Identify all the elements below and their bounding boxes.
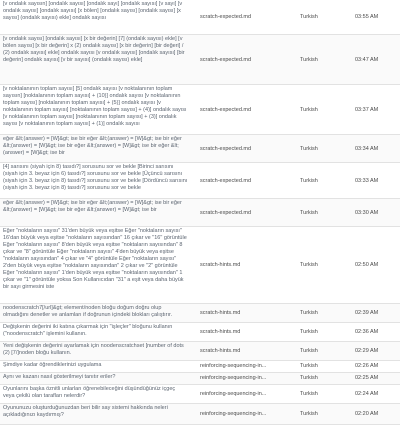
language: Turkish [300,310,318,316]
table-row[interactable] [0,323,400,342]
language: Turkish [300,210,318,216]
table-row[interactable] [0,85,400,135]
language: Turkish [300,107,318,113]
language: Turkish [300,375,318,381]
timestamp: 03:55 AM [355,14,379,20]
source-text: Aynı ve kazanı nasıl gösterilmeyi tanıtır eriler? [3,374,116,380]
table-row[interactable] [0,385,400,404]
file-name: reinforcing-sequencing-in... [200,363,267,369]
file-name: scratch-hints.md [200,348,241,354]
language: Turkish [300,262,318,268]
language: Turkish [300,329,318,335]
language: Turkish [300,14,318,20]
source-text: [v noktalanının toplam sayısı] [5] ondalık sayısı [v noktalanının toplam sayısın] [noktalanının toplam sayısı] + (10)] ondalık sayısı [v noktalanının toplam sayısı] [noktalanının toplam sayısı] + (5)] ondalık sayısı [v noktalanının toplam sayısı] [noktalanının toplam sayısı] + (4)] ondalık sayısı [v noktalanının toplam sayısı] [noktalanının toplam sayısı] + (3)] ondalık sayısı [v noktalanının toplam sayısı] + (1)] ondalık sayısı [3,86,187,127]
file-name: reinforcing-sequencing-in... [200,375,267,381]
timestamp: 02:36 AM [355,329,379,335]
file-name: scratch-hints.md [200,310,241,316]
file-name: scratch-expected.md [200,107,252,113]
timestamp: 02:24 AM [355,391,379,397]
file-name: scratch-expected.md [200,57,252,63]
source-text: [4] sarısını (siyah için 8) tasıdı?] sorusunu sor ve bekle [Birinci sarısını (siyah için 3. beyaz için 6) tasıdı?] sorusunu sor ve bekle [Üçüncü sarısını (siyah için 3. beyaz için 8) tasıdı?] sorusunu sor ve bekle [Dördüncü sarısını (siyah için 3. beyaz için 8) tasıdı?] sorusunu sor ve bekle [3,164,188,191]
file-name: reinforcing-sequencing-in... [200,411,267,417]
timestamp: 03:47 AM [355,57,379,63]
source-text: Şimdiye kadar öğrendiklerinizi uygulama [3,362,102,368]
source-text: Eğer "noktaların sayısı" 31'den büyük veya eşitse Eğer "noktaların sayısı" 16'dan büyük veya eşitse "noktaların sayısından" 16 çıkar ve "16" görüntüle Eğer "noktaların sayısı" 8'den büyük veya eşitse "noktaların sayısından" 8 çıkar ve "8" görüntüle Eğer "noktaların sayısı" 4'den büyük veya eşitse "noktaların sayısından" 4 çıkar ve "4" görüntüle Eğer "noktaların sayısı" 2'den büyük veya eşitse "noktaların sayısından" 2 çıkar ve "2" görüntüle Eğer "noktaların sayısı" 1'den büyük veya eşitse "noktaların sayısından" 1 çıkar ve "1" görüntüle yoksa Son Kullanıcıdan "31" a eşit veya daha büyük bir sayı girmesini iste [3,228,187,290]
source-text: eğer &lt;(answer) = [W]&gt; ise bir eğer &lt;(answer) = [W]&gt; ise bir eğer &lt;(answer) = [W]&gt; ise bir eğer &lt;(answer) = [W]&gt; ise bir eğer &lt;(answer) = [W]&gt; ise bir [3,136,182,156]
timestamp: 02:50 AM [355,262,379,268]
source-text: eğer &lt;(answer) = [W]&gt; ise bir eğer &lt;(answer) = [W]&gt; ise bir eğer &lt;(answer) = [W]&gt; ise bir eğer &lt;(answer) = [W]&gt; ise bir [3,200,182,213]
source-text: [v ondalık sayısın] [ondalık sayısı] [ondalık sayı] [ondalık sayısı] [v sayı] [v ondalık sayısı] [ondalık sayısı] [x bölen] [ondalık sayısı] [ondalık sayısı] [x sayısı] (ondalık sayısı) ekle] ondalık sayısı [3,1,183,21]
source-text: Değişkenin değerini iki katına çıkarmak için "işleçler" bloğunu kullanın ("noodenscratch" işlemini kullanın. [3,324,173,337]
table-row[interactable] [0,199,400,227]
language: Turkish [300,178,318,184]
timestamp: 02:20 AM [355,411,379,417]
table-row[interactable] [0,0,400,35]
source-text: Yeni değişkenin değerini ayarlamak için noodenscratchset [number of dots (2) [7/]noden bloğu kullanın. [3,343,184,356]
table-row[interactable] [0,342,400,361]
language: Turkish [300,411,318,417]
source-text: noodenscratch7[/url]&gt; element/noden bloğu doğum doğru olup olmadığını denetler ve anlamları if doğrunun içindeki blokları çalıştırır. [3,305,173,318]
source-text: Oyununuzu oluşturduğunuzdan beri bilir say sistemi hakkında neleri açıkladığınızı kaydırmış? [3,405,168,418]
table-row[interactable] [0,373,400,385]
table-row[interactable] [0,135,400,163]
language: Turkish [300,348,318,354]
file-name: scratch-expected.md [200,178,252,184]
timestamp: 03:33 AM [355,178,379,184]
language: Turkish [300,391,318,397]
timestamp: 02:39 AM [355,310,379,316]
language: Turkish [300,363,318,369]
file-name: scratch-hints.md [200,329,241,335]
table-row[interactable] [0,361,400,373]
file-name: scratch-hints.md [200,262,241,268]
timestamp: 02:26 AM [355,363,379,369]
timestamp: 03:34 AM [355,146,379,152]
file-name: scratch-expected.md [200,146,252,152]
timestamp: 02:25 AM [355,375,379,381]
source-text: Oyunlarını başka öznitli unlarları öğrenebileceğini düşündüğünüz içgeç veya çekilü olan tarafları nelerdir? [3,386,176,399]
table-row[interactable] [0,227,400,304]
file-name: scratch-expected.md [200,14,252,20]
source-text: [v ondalık sayısı] [ondalık sayısı] [x bir değerin] [7] (ondalık sayısı) ekle] [v bölen sayısı] [x bir değerin] x (2) ondalık sayısı] [x bir değerin] [bir değeri] / (2) ondalık sayısı] ekle] ondalık sayısı [v ondalık sayısı] [ondalık sayısı] [bir değerin] ondalık sayısı] [v bir sayısı] (ondalık sayısı) ekle] [3,36,185,63]
timestamp: 02:29 AM [355,348,379,354]
table-row[interactable] [0,304,400,323]
file-name: reinforcing-sequencing-in... [200,391,267,397]
table-row[interactable] [0,163,400,199]
timestamp: 03:30 AM [355,210,379,216]
language: Turkish [300,57,318,63]
timestamp: 03:37 AM [355,107,379,113]
file-name: scratch-expected.md [200,210,252,216]
table-row[interactable] [0,35,400,85]
language: Turkish [300,146,318,152]
